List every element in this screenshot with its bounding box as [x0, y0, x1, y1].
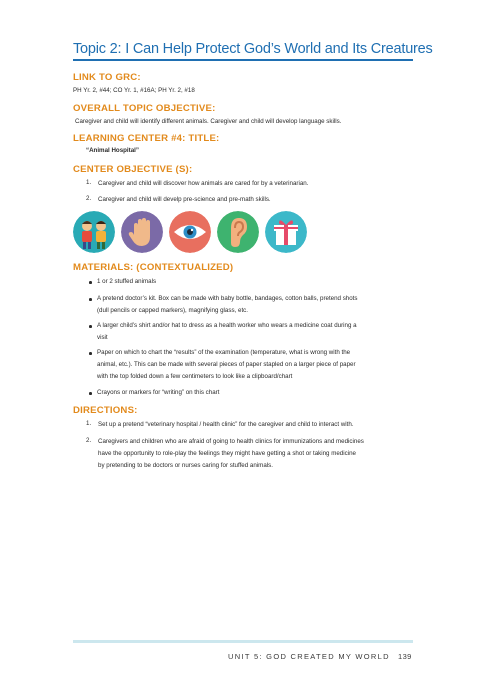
link-grc-text: PH Yr. 2, #44; CO Yr. 1, #16A; PH Yr. 2, #18: [73, 87, 195, 94]
list-item: Set up a pretend “veterinary hospital / health clinic” for the caregiver and child to interact with.: [98, 421, 354, 428]
footer-rule: [73, 640, 413, 643]
page-title: Topic 2: I Can Help Protect God’s World and Its Creatures: [73, 41, 433, 57]
gift-icon: [265, 211, 307, 253]
list-item: A pretend doctor’s kit. Box can be made with baby bottle, bandages, cotton balls, pretend shots: [97, 295, 358, 302]
children-icon: [73, 211, 115, 253]
bullet: [89, 298, 92, 301]
list-number: 2.: [86, 195, 92, 202]
bullet: [89, 325, 92, 328]
learning-center-title: “Animal Hospital”: [86, 147, 139, 154]
bullet: [89, 281, 92, 284]
list-item: Paper on which to chart the “results” of the examination (temperature, what is wrong with the: [97, 349, 351, 356]
title-underline: [73, 59, 413, 61]
list-item: Caregiver and child will develp pre-science and pre-math skills.: [98, 196, 271, 203]
list-item: 1 or 2 stuffed animals: [97, 278, 157, 285]
list-item: Crayons or markers for “writing” on this chart: [97, 389, 220, 396]
list-number: 1.: [86, 179, 92, 186]
list-number: 1.: [86, 420, 92, 427]
materials-heading: MATERIALS: (CONTEXTUALIZED): [73, 262, 234, 273]
bullet: [89, 352, 92, 355]
bullet: [89, 392, 92, 395]
list-item: Caregiver and child will discover how animals are cared for by a veterinarian.: [98, 180, 309, 187]
hand-icon: [121, 211, 163, 253]
list-item-continued: (dull pencils or capped markers), magnifying glass, etc.: [97, 307, 248, 314]
overall-objective-heading: OVERALL TOPIC OBJECTIVE:: [73, 103, 216, 114]
list-item-continued: have the opportunity to role-play the feelings they might have getting a shot or taking medicine: [98, 450, 356, 457]
page-number: 139: [398, 652, 412, 661]
list-item: A larger child’s shirt and/or hat to dress as a health worker who wears a medicine coat during a: [97, 322, 357, 329]
list-number: 2.: [86, 437, 92, 444]
directions-heading: DIRECTIONS:: [73, 405, 138, 416]
senses-icon-row: [73, 211, 308, 253]
learning-center-heading: LEARNING CENTER #4: TITLE:: [73, 133, 220, 144]
footer-unit-title: UNIT 5: GOD CREATED MY WORLD: [228, 652, 390, 661]
overall-objective-text: Caregiver and child will identify different animals. Caregiver and child will develop language skills.: [75, 118, 342, 125]
list-item-continued: animal, etc.). This can be made with several pieces of paper stapled on a larger piece of paper: [97, 361, 356, 368]
ear-icon: [217, 211, 259, 253]
list-item: Caregivers and children who are afraid of going to health clinics for immunizations and medicines: [98, 438, 364, 445]
list-item-continued: by pretending to be doctors or nurses caring for stuffed animals.: [98, 462, 273, 469]
eye-icon: [169, 211, 211, 253]
center-objective-heading: CENTER OBJECTIVE (S):: [73, 164, 193, 175]
list-item-continued: with the top folded down a few centimeters to look like a clipboard/chart: [97, 373, 293, 380]
list-item-continued: visit: [97, 334, 108, 341]
link-grc-heading: LINK TO GRC:: [73, 72, 141, 83]
